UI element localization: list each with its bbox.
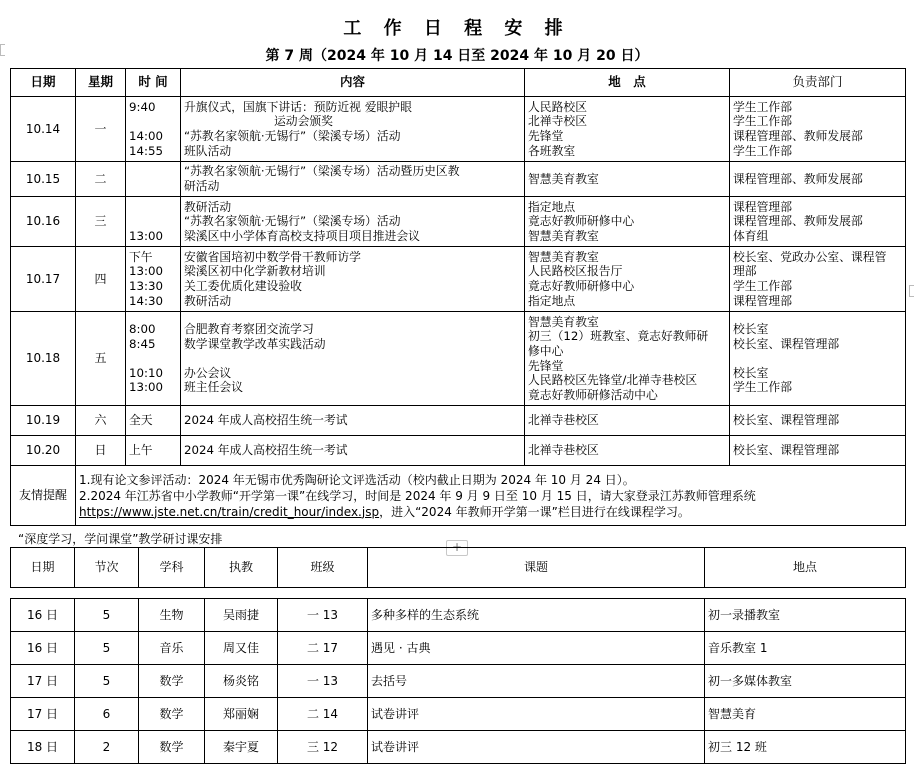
lesson-subject: 数学	[139, 698, 205, 731]
lesson-header-place: 地点	[705, 548, 906, 588]
lesson-place: 初三 12 班	[705, 731, 906, 764]
row-place: 北禅寺巷校区	[525, 406, 730, 436]
lesson-header-period: 节次	[75, 548, 139, 588]
lesson-header-row	[11, 548, 906, 588]
lesson-topic: 多种多样的生态系统	[368, 599, 705, 632]
week-subtitle: 第 7 周（2024 年 10 月 14 日至 2024 年 10 月 20 日）	[265, 48, 649, 64]
row-department: 校长室、课程管理部	[730, 406, 906, 436]
row-department: 校长室、党政办公室、课程管 理部 学生工作部 课程管理部	[730, 247, 906, 312]
row-content: 合肥教育考察团交流学习 数学课堂教学改革实践活动 办公会议 班主任会议	[181, 312, 525, 406]
row-time	[126, 162, 181, 197]
lesson-teacher: 秦宇夏	[205, 731, 278, 764]
lesson-period: 2	[75, 731, 139, 764]
lesson-date: 16 日	[11, 632, 75, 665]
row-content: 2024 年成人高校招生统一考试	[181, 436, 525, 466]
lesson-place: 智慧美育	[705, 698, 906, 731]
row-time: 13:00	[126, 197, 181, 247]
lesson-teacher: 郑丽娴	[205, 698, 278, 731]
work-schedule-table	[10, 68, 906, 526]
row-department: 校长室、课程管理部	[730, 436, 906, 466]
notes-cell	[76, 466, 906, 526]
row-date: 10.20	[11, 436, 76, 466]
lesson-date: 17 日	[11, 698, 75, 731]
header-weekday: 星期	[76, 69, 126, 97]
lesson-date: 18 日	[11, 731, 75, 764]
header-department: 负责部门	[730, 69, 906, 97]
schedule-row	[11, 162, 906, 197]
lesson-place: 初一录播教室	[705, 599, 906, 632]
lesson-class: 二 14	[278, 698, 368, 731]
lesson-period: 5	[75, 665, 139, 698]
lesson-teacher: 吴雨捷	[205, 599, 278, 632]
add-row-button[interactable]: +	[446, 540, 468, 556]
lesson-place: 初一多媒体教室	[705, 665, 906, 698]
row-content: 教研活动 “苏教名家领航·无锡行”（梁溪专场）活动 梁溪区中小学体育高校支持项目项目推进会议	[181, 197, 525, 247]
lesson-subject: 数学	[139, 665, 205, 698]
header-content: 内容	[181, 69, 525, 97]
row-place: 智慧美育教室	[525, 162, 730, 197]
lesson-topic: 遇见 · 古典	[368, 632, 705, 665]
row-weekday: 日	[76, 436, 126, 466]
row-department: 校长室 校长室、课程管理部 校长室 学生工作部	[730, 312, 906, 406]
row-content: 安徽省国培初中数学骨干教师访学 梁溪区初中化学新教材培训 关工委优质化建设验收 教研活动	[181, 247, 525, 312]
left-margin-marker	[0, 44, 5, 56]
lesson-row	[11, 599, 906, 632]
row-time: 8:00 8:45 10:10 13:00	[126, 312, 181, 406]
row-time: 下午 13:00 13:30 14:30	[126, 247, 181, 312]
row-department: 学生工作部 学生工作部 课程管理部、教师发展部 学生工作部	[730, 97, 906, 162]
schedule-row	[11, 436, 906, 466]
row-weekday: 五	[76, 312, 126, 406]
row-content: 2024 年成人高校招生统一考试	[181, 406, 525, 436]
row-place: 智慧美育教室 初三（12）班教室、竟志好教师研 修中心 先锋堂 人民路校区先锋堂/北禅寺巷校区 竟志好教师研修活动中心	[525, 312, 730, 406]
lesson-class: 一 13	[278, 665, 368, 698]
schedule-row	[11, 247, 906, 312]
right-margin-marker	[909, 285, 914, 297]
header-place: 地 点	[525, 69, 730, 97]
lesson-table	[10, 598, 906, 764]
row-weekday: 一	[76, 97, 126, 162]
note-line-3	[79, 504, 902, 520]
lesson-subject: 生物	[139, 599, 205, 632]
lesson-row	[11, 632, 906, 665]
header-time: 时 间	[126, 69, 181, 97]
row-time: 9:40 14:00 14:55	[126, 97, 181, 162]
row-weekday: 六	[76, 406, 126, 436]
lesson-period: 6	[75, 698, 139, 731]
lesson-topic: 试卷讲评	[368, 731, 705, 764]
row-date: 10.15	[11, 162, 76, 197]
lesson-row	[11, 731, 906, 764]
schedule-row	[11, 97, 906, 162]
note-line-2: 2.2024 年江苏省中小学教师“开学第一课”在线学习，时间是 2024 年 9 月 9 日至 10 月 15 日，请大家登录江苏教师管理系统	[79, 488, 756, 503]
lesson-section-title: “深度学习，学问课堂”教学研讨课安排	[18, 532, 223, 546]
lesson-date: 17 日	[11, 665, 75, 698]
lesson-header-topic: 课题	[368, 548, 705, 588]
lesson-row	[11, 665, 906, 698]
row-weekday: 三	[76, 197, 126, 247]
row-date: 10.16	[11, 197, 76, 247]
note-line-3-tail: ，进入“2024 年教师开学第一课”栏目进行在线课程学习。	[379, 504, 690, 519]
lesson-period: 5	[75, 599, 139, 632]
training-link[interactable]: https://www.jste.net.cn/train/credit_hour/index.jsp	[79, 504, 380, 519]
notes-label: 友情提醒	[11, 466, 76, 526]
lesson-class: 三 12	[278, 731, 368, 764]
lesson-class: 一 13	[278, 599, 368, 632]
lesson-header-date: 日期	[11, 548, 75, 588]
row-weekday: 二	[76, 162, 126, 197]
notes-row	[11, 466, 906, 526]
lesson-period: 5	[75, 632, 139, 665]
schedule-row	[11, 312, 906, 406]
row-place: 指定地点 竟志好教师研修中心 智慧美育教室	[525, 197, 730, 247]
row-place: 人民路校区 北禅寺校区 先锋堂 各班教室	[525, 97, 730, 162]
lesson-row	[11, 698, 906, 731]
lesson-subject: 音乐	[139, 632, 205, 665]
lesson-subject: 数学	[139, 731, 205, 764]
lesson-header-table	[10, 547, 906, 588]
lesson-topic: 去括号	[368, 665, 705, 698]
schedule-row	[11, 197, 906, 247]
header-date: 日期	[11, 69, 76, 97]
note-line-1: 1.现有论文参评活动：2024 年无锡市优秀陶研论文评选活动（校内截止日期为 2024 年 10 月 24 日）。	[79, 472, 635, 487]
lesson-class: 二 17	[278, 632, 368, 665]
row-date: 10.17	[11, 247, 76, 312]
lesson-topic: 试卷讲评	[368, 698, 705, 731]
row-date: 10.14	[11, 97, 76, 162]
document-title: 工 作 日 程 安 排	[343, 18, 571, 39]
schedule-row	[11, 406, 906, 436]
lesson-header-class: 班级	[278, 548, 368, 588]
lesson-teacher: 周又佳	[205, 632, 278, 665]
row-place: 北禅寺巷校区	[525, 436, 730, 466]
row-date: 10.18	[11, 312, 76, 406]
row-department: 课程管理部 课程管理部、教师发展部 体育组	[730, 197, 906, 247]
lesson-header-teacher: 执教	[205, 548, 278, 588]
row-content: 升旗仪式，国旗下讲话：预防近视 爱眼护眼 运动会颁奖 “苏教名家领航·无锡行”（梁溪专场）活动 班队活动	[181, 97, 525, 162]
row-time: 全天	[126, 406, 181, 436]
lesson-header-subject: 学科	[139, 548, 205, 588]
row-place: 智慧美育教室 人民路校区报告厅 竟志好教师研修中心 指定地点	[525, 247, 730, 312]
row-weekday: 四	[76, 247, 126, 312]
lesson-teacher: 杨炎铭	[205, 665, 278, 698]
row-date: 10.19	[11, 406, 76, 436]
row-department: 课程管理部、教师发展部	[730, 162, 906, 197]
row-time: 上午	[126, 436, 181, 466]
row-content: “苏教名家领航·无锡行”（梁溪专场）活动暨历史区教 研活动	[181, 162, 525, 197]
lesson-date: 16 日	[11, 599, 75, 632]
lesson-place: 音乐教室 1	[705, 632, 906, 665]
